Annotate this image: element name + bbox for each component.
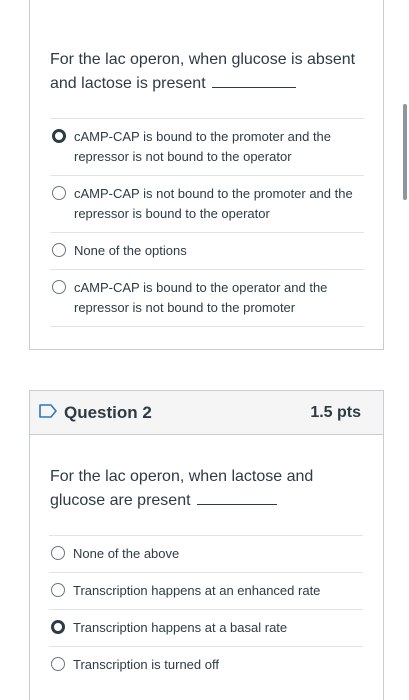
answer-blank [212, 87, 296, 88]
answer-label: cAMP-CAP is bound to the promoter and the repressor is not bound to the operator [74, 129, 332, 164]
flag-icon[interactable] [38, 403, 58, 419]
answer-label: None of the options [74, 243, 187, 258]
answer-option[interactable] [49, 609, 363, 646]
answer-option[interactable] [50, 269, 364, 327]
radio-unchecked-icon[interactable] [51, 657, 65, 671]
answer-label: Transcription is turned off [73, 657, 219, 672]
radio-checked-icon[interactable] [51, 620, 65, 634]
question-2-header [30, 391, 383, 435]
question-2-answers [49, 535, 363, 683]
question-1-card [29, 0, 384, 350]
radio-unchecked-icon[interactable] [52, 186, 66, 200]
scrollbar[interactable] [403, 104, 407, 200]
answer-label: None of the above [73, 546, 180, 561]
radio-unchecked-icon[interactable] [51, 583, 65, 597]
answer-option[interactable] [50, 232, 364, 269]
answer-option[interactable] [50, 175, 364, 232]
radio-checked-icon[interactable] [52, 129, 66, 143]
answer-label: Transcription happens at an enhanced rate [73, 583, 321, 598]
answer-label: cAMP-CAP is not bound to the promoter and the repressor is bound to the operator [74, 186, 353, 221]
question-title: Question 2 [64, 403, 152, 422]
answer-option[interactable] [49, 572, 363, 609]
answer-label: Transcription happens at a basal rate [73, 620, 288, 635]
answer-option[interactable] [49, 646, 363, 683]
question-1-answers [50, 118, 364, 327]
radio-unchecked-icon[interactable] [51, 546, 65, 560]
answer-option[interactable] [50, 118, 364, 175]
radio-unchecked-icon[interactable] [52, 243, 66, 257]
answer-option[interactable] [49, 535, 363, 572]
answer-blank [197, 504, 277, 505]
answer-label: cAMP-CAP is bound to the operator and the repressor is not bound to the promoter [74, 280, 328, 315]
question-1-text: For the lac operon, when glucose is absent and lactose is present [50, 51, 356, 92]
question-2-text: For the lac operon, when lactose and glucose are present [50, 468, 314, 509]
radio-unchecked-icon[interactable] [52, 280, 66, 294]
question-points: 1.5 pts [310, 404, 361, 421]
